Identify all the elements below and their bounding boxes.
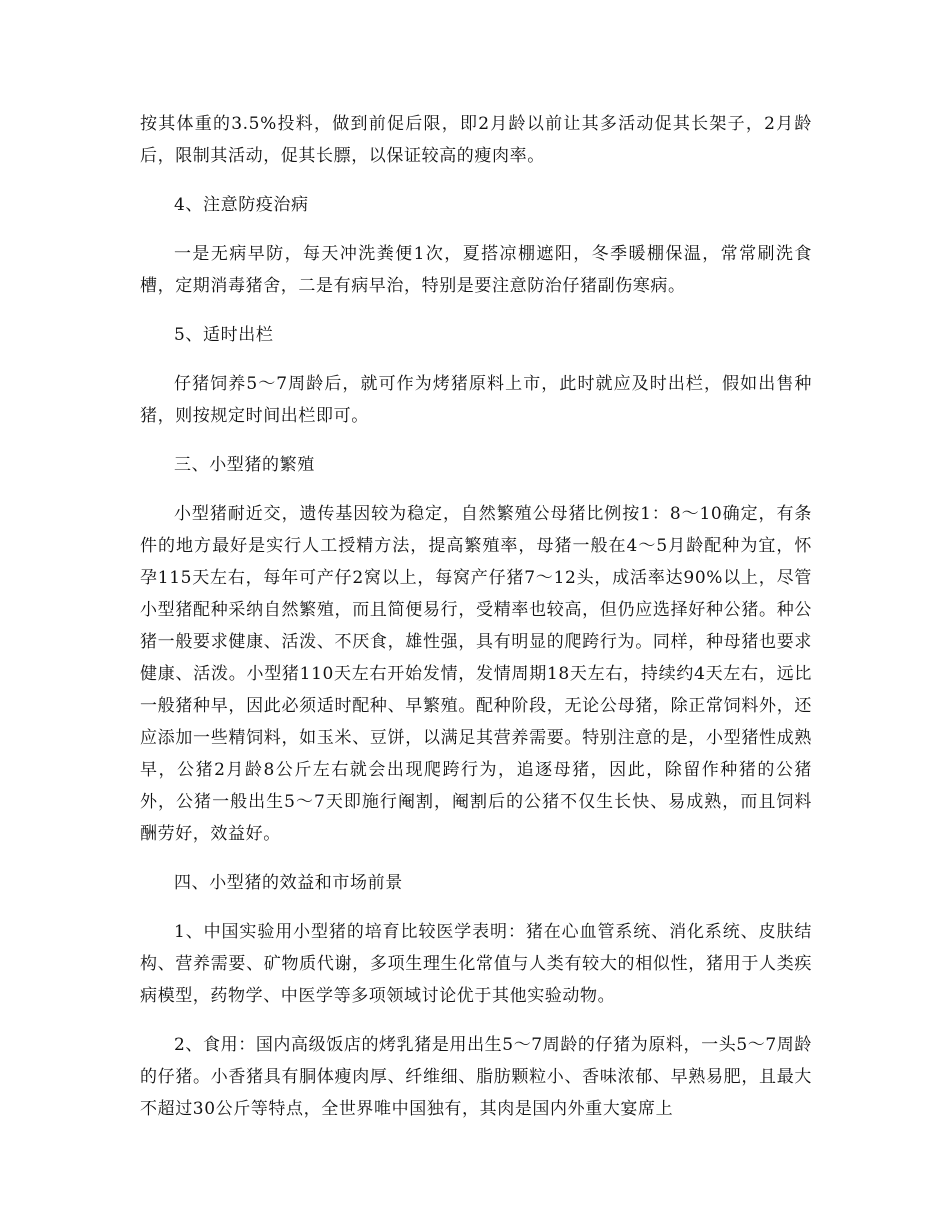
heading-breeding: 三、小型猪的繁殖 bbox=[174, 455, 315, 475]
paragraph-timely-slaughter: 仔猪饲养5～7周龄后，就可作为烤猪原料上市，此时就应及时出栏，假如出售种猪，则按规定时间出栏即可。 bbox=[140, 374, 812, 426]
heading-benefits-market: 四、小型猪的效益和市场前景 bbox=[174, 873, 403, 893]
heading-disease-prevention: 4、注意防疫治病 bbox=[174, 195, 309, 215]
paragraph-disease-prevention: 一是无病早防，每天冲洗粪便1次，夏搭凉棚遮阳，冬季暖棚保温，常常刷洗食槽，定期消毒猪舍，二是有病早治，特别是要注意防治仔猪副伤寒病。 bbox=[140, 244, 812, 296]
heading-timely-slaughter: 5、适时出栏 bbox=[174, 325, 274, 345]
paragraph-feeding-ratio: 按其体重的3.5%投料，做到前促后限，即2月龄以前让其多活动促其长架子，2月龄后，限制其活动，促其长膘，以保证较高的瘦肉率。 bbox=[140, 114, 812, 166]
paragraph-lab-use: 1、中国实验用小型猪的培育比较医学表明：猪在心血管系统、消化系统、皮肤结构、营养需要、矿物质代谢，多项生理生化常值与人类有较大的相似性，猪用于人类疾病模型，药物学、中医学等多项领域讨论优于其他实验动物。 bbox=[140, 922, 812, 1006]
paragraph-food-use: 2、食用：国内高级饭店的烤乳猪是用出生5～7周龄的仔猪为原料，一头5～7周龄的仔猪。小香猪具有胴体瘦肉厚、纤维细、脂肪颗粒小、香味浓郁、早熟易肥，且最大不超过30公斤等特点，全世界唯中国独有，其肉是国内外重大宴席上 bbox=[140, 1035, 812, 1119]
paragraph-breeding: 小型猪耐近交，遗传基因较为稳定，自然繁殖公母猪比例按1：8～10确定，有条件的地方最好是实行人工授精方法，提高繁殖率，母猪一般在4～5月龄配种为宜，怀孕115天左右，每年可产仔2窝以上，每窝产仔猪7～12头，成活率达90%以上，尽管小型猪配种采纳自然繁殖，而且简便易行，受精率也较高，但仍应选择好种公猪。种公猪一般要求健康、活泼、不厌食，雄性强，具有明显的爬跨行为。同样，种母猪也要求健康、活泼。小型猪110天左右开始发情，发情周期18天左右，持续约4天左右，远比一般猪种早，因此必须适时配种、早繁殖。配种阶段，无论公母猪，除正常饲料外，还应添加一些精饲料，如玉米、豆饼，以满足其营养需要。特别注意的是，小型猪性成熟早，公猪2月龄8公斤左右就会出现爬跨行为，追逐母猪，因此，除留作种猪的公猪外，公猪一般出生5～7天即施行阉割，阉割后的公猪不仅生长快、易成熟，而且饲料酬劳好，效益好。 bbox=[140, 504, 812, 844]
document-body bbox=[140, 108, 812, 1125]
